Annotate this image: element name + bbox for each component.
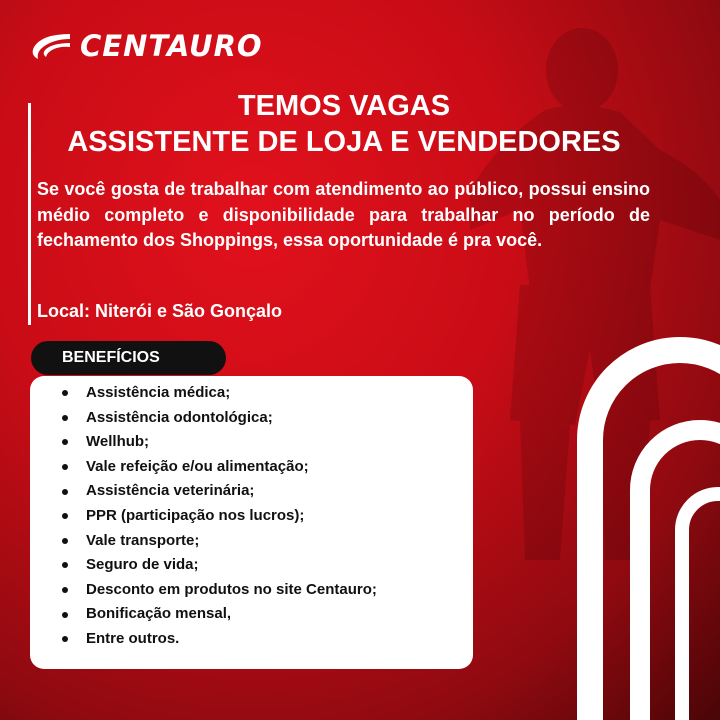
bullet-icon	[62, 587, 68, 593]
headline	[40, 88, 648, 160]
headline-line-1: TEMOS VAGAS	[237, 90, 451, 122]
list-item: Wellhub;	[62, 430, 377, 455]
list-item: Assistência odontológica;	[62, 406, 377, 431]
brand-name: CENTAURO	[80, 29, 263, 63]
bullet-icon	[62, 562, 68, 568]
headline-line-2: ASSISTENTE DE LOJA E VENDEDORES	[67, 126, 621, 158]
benefits-title: BENEFÍCIOS	[31, 341, 226, 375]
list-item: Vale refeição e/ou alimentação;	[62, 455, 377, 480]
list-item: Assistência veterinária;	[62, 479, 377, 504]
list-item: PPR (participação nos lucros);	[62, 504, 377, 529]
bullet-icon	[62, 390, 68, 396]
list-item: Entre outros.	[62, 627, 377, 652]
benefits-list	[62, 381, 377, 652]
list-item: Bonificação mensal,	[62, 602, 377, 627]
bullet-icon	[62, 464, 68, 470]
bullet-icon	[62, 513, 68, 519]
bullet-icon	[62, 612, 68, 618]
bullet-icon	[62, 439, 68, 445]
bullet-icon	[62, 489, 68, 495]
intro-text: Se você gosta de trabalhar com atendimento ao público, possui ensino médio completo e disponibilidade para trabalhar no período de fechamento dos Shoppings, essa oportunidade é pra você.	[37, 179, 650, 250]
location-text: Local: Niterói e São Gonçalo	[37, 301, 283, 321]
list-item: Assistência médica;	[62, 381, 377, 406]
list-item: Vale transporte;	[62, 529, 377, 554]
bullet-icon	[62, 636, 68, 642]
centauro-swoosh-icon	[30, 31, 72, 61]
bullet-icon	[62, 538, 68, 544]
bullet-icon	[62, 415, 68, 421]
list-item: Seguro de vida;	[62, 553, 377, 578]
accent-divider	[28, 103, 31, 325]
list-item: Desconto em produtos no site Centauro;	[62, 578, 377, 603]
brand-logo	[30, 26, 263, 66]
track-arcs-decoration	[560, 320, 720, 720]
